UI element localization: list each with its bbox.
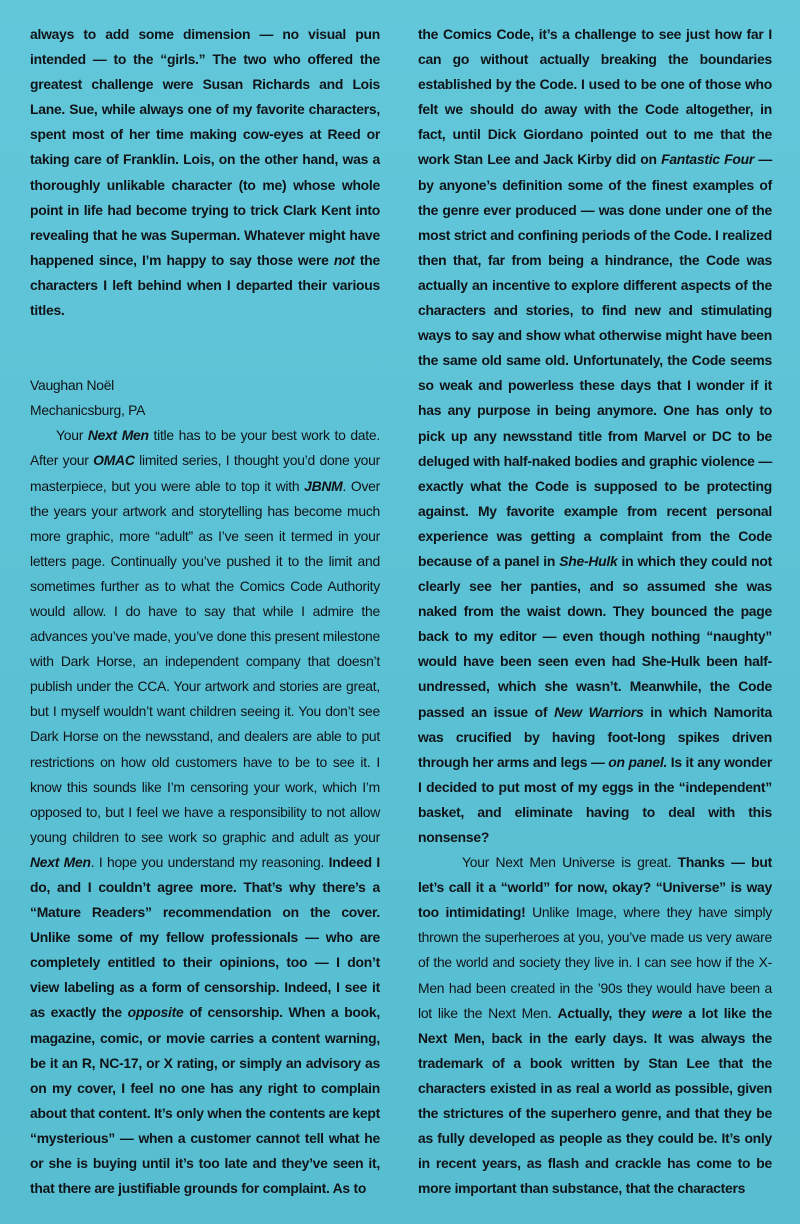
letter-paragraph: Your Next Men title has to be your best work to date. After your OMAC limited series, I thought you’d done your masterpiece, but you were able to top it with JBNM. Over the years your artwork and storytelling has become much more graphic, more “adult” as I’ve seen it termed in your letters page. Continually you’ve pushed it to the limit and sometimes further as to what the Comics Code Authority would allow. I do have to say that while I admire the advances you’ve made, you’ve done this present milestone with Dark Horse, an independent company that doesn’t publish under the CCA. Your artwork and stories are great, but I myself wouldn’t want children seeing it. You don’t see Dark Horse on the newsstand, and dealers are able to put restrictions on how old customers have to be to see it. I know this sounds like I’m censoring your work, which I’m opposed to, but I feel we have a responsibility to not allow young children to see work so graphic and adult as your Next Men. I hope you understand my reasoning. Indeed I do, and I couldn’t agree more. That’s why there’s a “Mature Readers” recommendation on the cover. Unlike some of my fellow professionals — who are completely entitled to their opinions, too — I don’t view labeling as a form of censorship. Indeed, I see it as exactly the opposite of censorship. When a book, magazine, comic, or movie carries a content warning, be it an R, NC-17, or X rating, or simply an advisory as on my cover, I feel no one has any right to complain about that content. It’s only when the contents are kept “mysterious” — when a customer cannot tell what he or she is buying until it’s too late and they’ve seen it, that there are justifiable grounds for complaint. As to xyxy=(30,427,381,1197)
editor-reply: Indeed I do, and I couldn’t agree more. That’s why there’s a “Mature Readers” recommendation on the cover. Unlike some of my fellow professionals — who are completely entitled to their opinions, too — I don’t view labeling as a form of censorship. Indeed, I see it as exactly the xyxy=(30,853,381,1021)
letter-author-name: Vaughan Noël xyxy=(30,377,115,394)
reply-continuation-right: the Comics Code, it’s a challenge to see just how far I can go without actually breaking the boundaries established by the Code. I used to be one of those who felt we should do away with the Code altogether, in fact, until Dick Giordano pointed out to me that the work Stan Lee and Jack Kirby did on Fantastic Four — by anyone’s definition some of the finest examples of the genre ever produced — was done under one of the most strict and confining periods of the Code. I realized then that, far from being a hindrance, the Code was actually an incentive to explore different aspects of the characters and stories, to find new and stimulating ways to say and show what otherwise might have been the same old same old. Unfortunately, the Code seems so weak and powerless these days that I wonder if it has any purpose in being anymore. One has only to pick up any newsstand title from Marvel or DC to be deluged with half-naked bodies and graphic violence — exactly what the Code is supposed to be protecting against. My favorite example from recent personal experience was getting a complaint from the Code because of a panel in She-Hulk in which they could not clearly see her panties, and so assumed she was naked from the waist down. They bounced the page back to my editor — even though nothing “naughty” would have been seen even had She-Hulk been half-undressed, which she wasn’t. Meanwhile, the Code passed an issue of New Warriors in which Namorita was crucified by having foot-long spikes driven through her arms and legs — on panel. Is it any wonder I decided to put most of my eggs in the “independent” basket, and eliminate having to deal with this nonsense? xyxy=(418,26,773,845)
reply-continuation: always to add some dimension — no visual pun intended — to the “girls.” The two who offered the greatest challenge were Susan Richards and Lois Lane. Sue, while always one of my favorite characters, spent most of her time making cow-eyes at Reed or taking care of Franklin. Lois, on the other hand, was a thoroughly unlikable character (to me) whose whole point in life had become trying to trick Clark Kent into revealing that he was Superman. Whatever might have happened since, I’m happy to say those were not the characters I left behind when I departed their various titles. xyxy=(30,26,380,319)
left-column xyxy=(30,22,380,1201)
letter-paragraph-2: Your Next Men Universe is great. Thanks — but let’s call it a “world” for now, okay? “Universe” is way too intimidating! Unlike Image, where they have simply thrown the superheroes at you, you’ve made us very aware of the world and society they live in. I can see how if the X-Men had been created in the ’90s they would have been a lot like the Next Men. Actually, they were a lot like the Next Men, back in the early days. It was always the trademark of a book written by Stan Lee that the characters existed in as real a world as possible, given the strictures of the superhero genre, and that they be as fully developed as people as they could be. It’s only in recent years, as flash and crackle has come to be more important than substance, that the characters xyxy=(418,854,773,1197)
letter-signature xyxy=(30,373,380,423)
letter-author-location: Mechanicsburg, PA xyxy=(30,402,146,419)
right-column xyxy=(418,22,772,1201)
